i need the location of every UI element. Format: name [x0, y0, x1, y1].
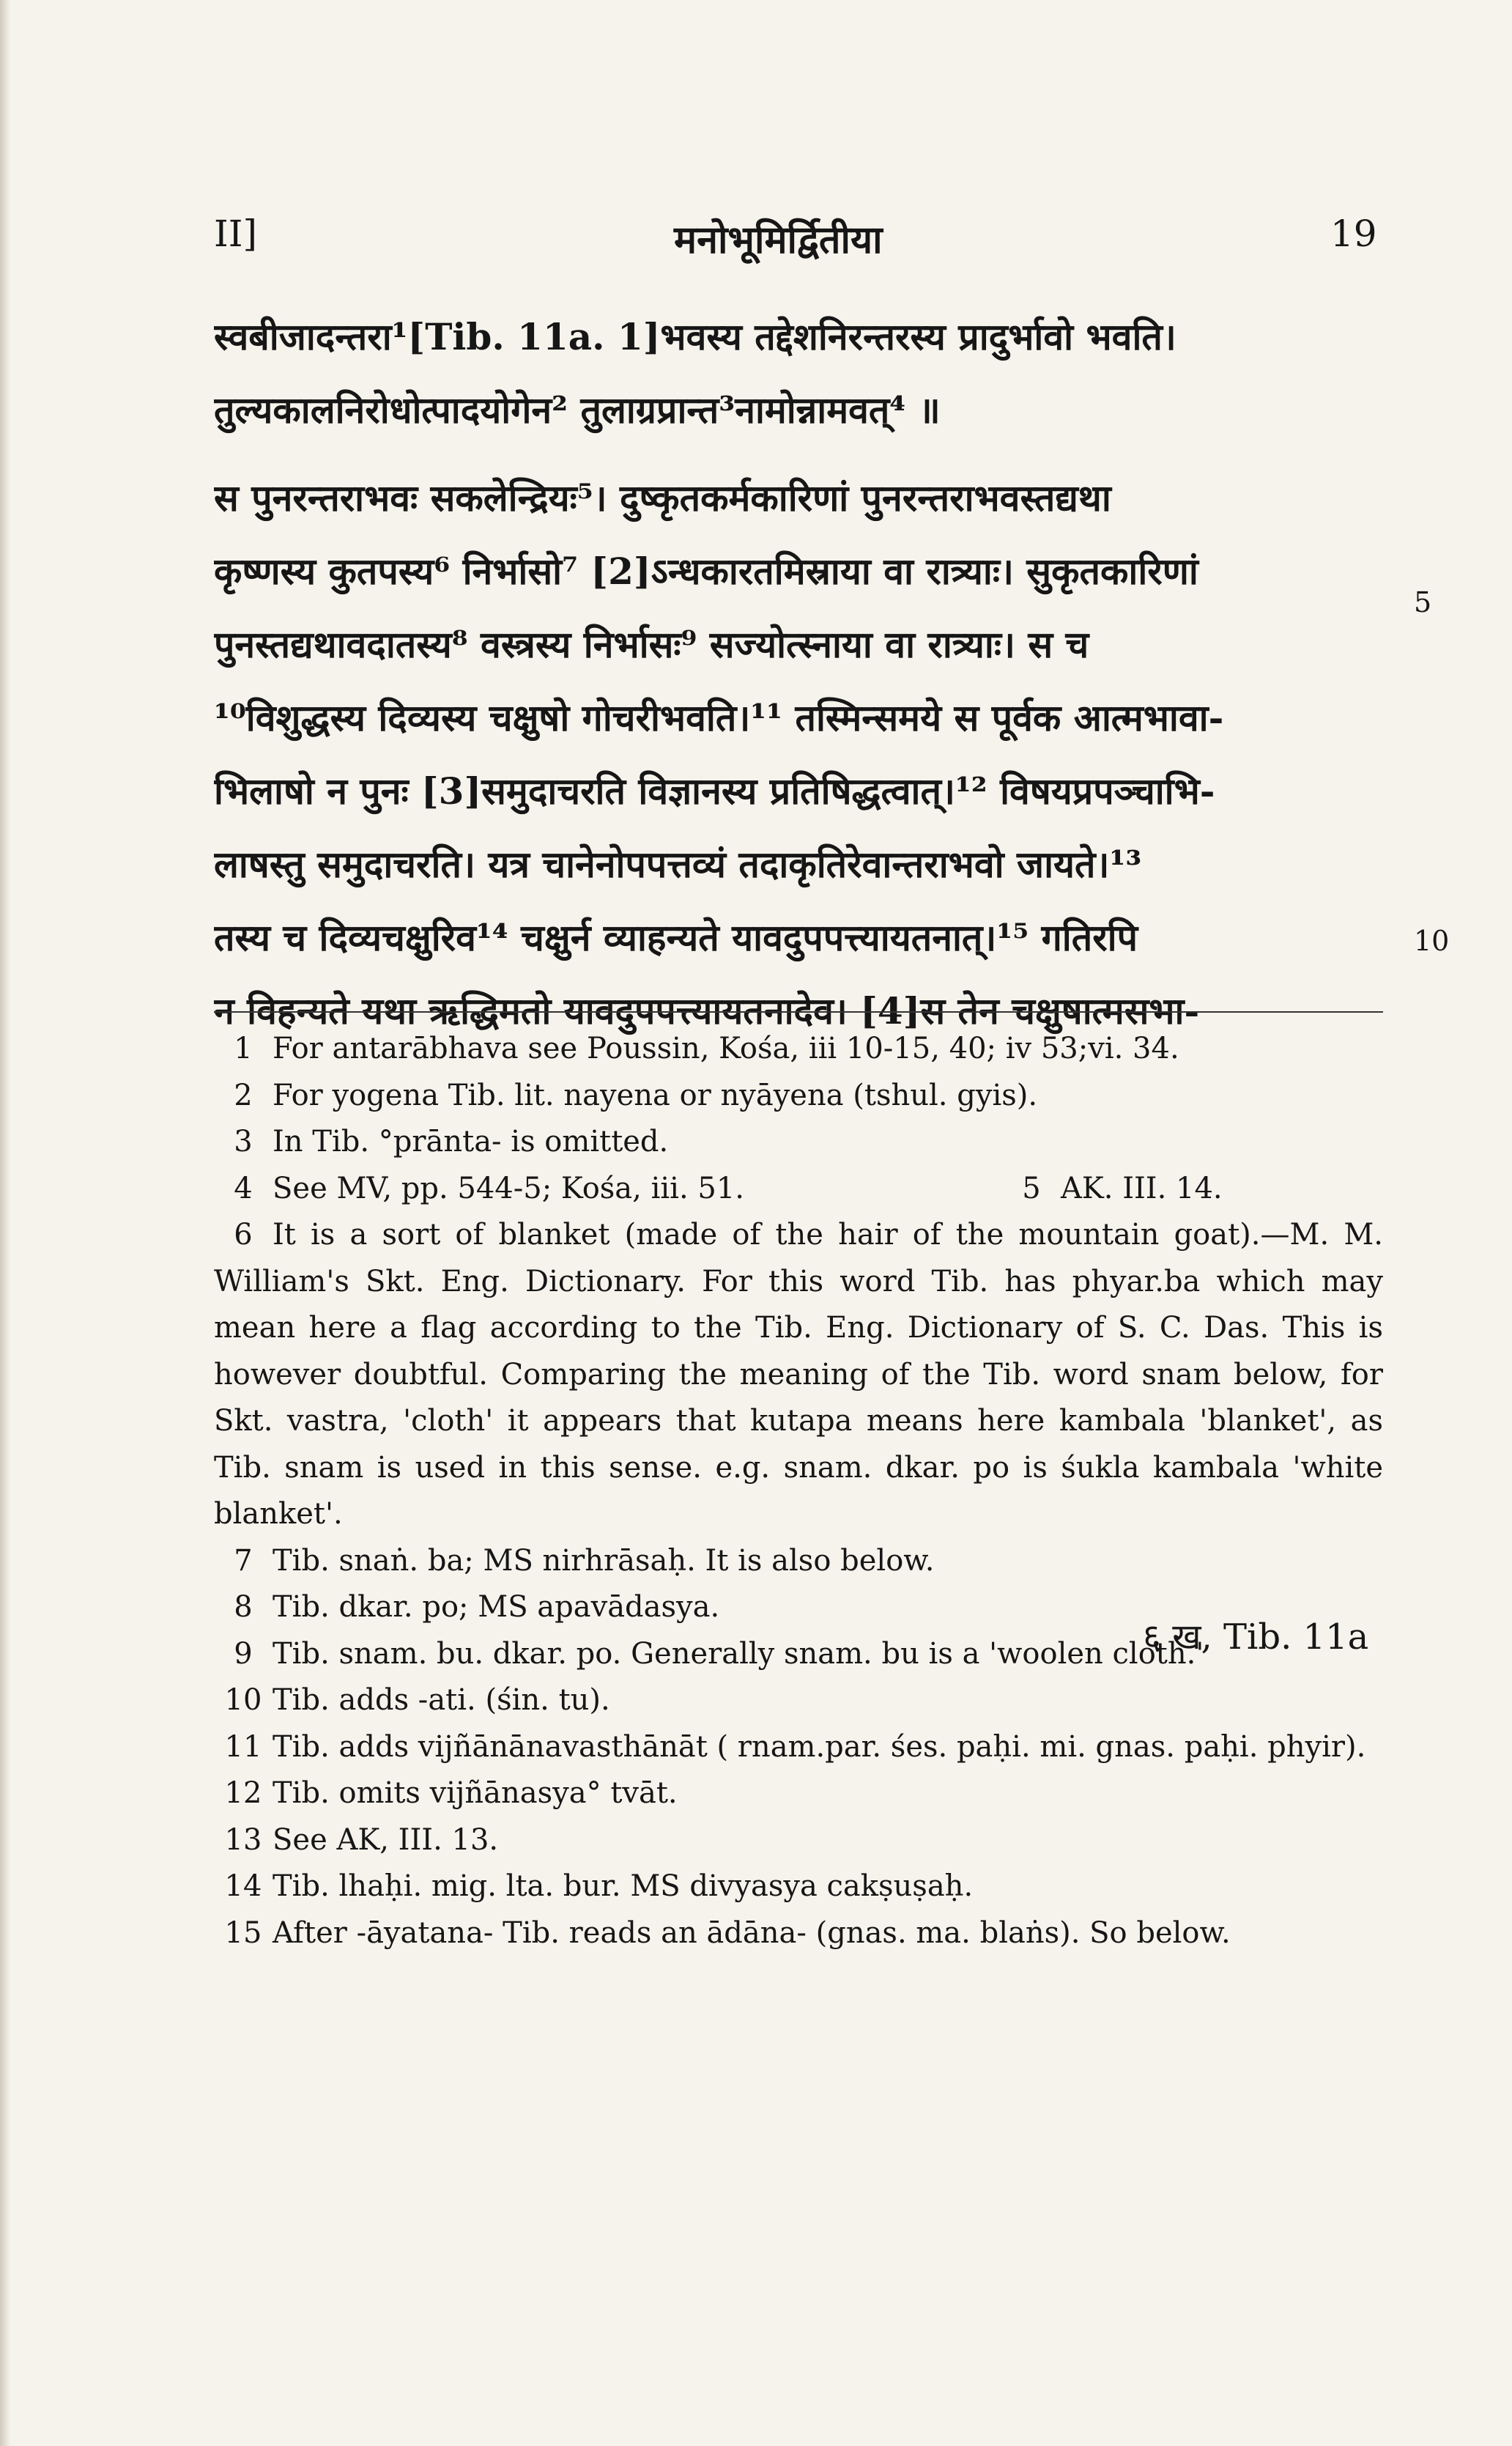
footnote-number: 14	[224, 1869, 262, 1903]
footnote-number: 15	[224, 1915, 262, 1950]
text-line: ¹⁰विशुद्धस्य दिव्यस्य चक्षुषो गोचरीभवति।¹¹ तस्मिन्समये स पूर्वक आत्मभावा-	[214, 696, 1224, 739]
page-edge	[0, 0, 10, 2446]
footnote	[214, 1538, 1383, 1585]
footnote	[214, 1817, 1383, 1864]
footnote	[214, 1863, 1383, 1910]
running-title: मनोभूमिर्द्वितीया	[674, 218, 883, 262]
footnote-text: Tib. lhaḥi. mig. lta. bur. MS divyasya cakṣuṣaḥ.	[273, 1869, 974, 1903]
footnote-text: Tib. snam. bu. dkar. po. Generally snam. bu is a 'woolen cloth.'	[273, 1636, 1204, 1671]
text-line: पुनस्तद्यथावदातस्य⁸ वस्त्रस्य निर्भासः⁹ सज्योत्स्नाया वा रात्र्याः। स च	[214, 623, 1089, 666]
sanskrit-text	[214, 300, 1385, 1048]
footnote-text: See MV, pp. 544-5; Kośa, iii. 51.	[273, 1171, 745, 1205]
footnote	[214, 1073, 1383, 1120]
footnote-pair	[214, 1166, 1383, 1213]
footnote-text: It is a sort of blanket (made of the hair of the mountain goat).—M. M. William's Skt. Eng. Dictionary. For this word Tib. has phyar.ba which may mean here a flag according to the Tib. Eng. Dictionary of S. C. Das. This is however doubtful. Comparing the meaning of the Tib. word snam below, for Skt. vastra, 'cloth' it appears that kutapa means here kambala 'blanket', as Tib. snam is used in this sense. e.g. snam. dkar. po is śukla kambala 'white blanket'.	[214, 1218, 1383, 1531]
footnote-number: 5	[1022, 1171, 1041, 1205]
footnote-text: Tib. adds vijñānānavasthānāt ( rnam.par. śes. paḥi. mi. gnas. paḥi. phyir).	[273, 1729, 1366, 1764]
footnote-number: 4	[234, 1171, 253, 1205]
footnote-number: 6	[234, 1218, 253, 1252]
text-line: स्वबीजादन्तरा¹[Tib. 11a. 1]भवस्य तद्देशनिरन्तरस्य प्रादुर्भावो भवति।	[214, 315, 1176, 358]
footnote-text: After -āyatana- Tib. reads an ādāna- (gnas. ma. blaṅs). So below.	[273, 1915, 1231, 1950]
footnote	[1002, 1166, 1383, 1213]
text-line: तस्य च दिव्यचक्षुरिव¹⁴ चक्षुर्न व्याहन्यते यावदुपपत्त्यायतनात्।¹⁵ गतिरपि	[214, 916, 1138, 959]
footnote-number: 7	[234, 1543, 253, 1578]
footnote	[214, 1677, 1383, 1724]
footnote-number: 1	[234, 1032, 253, 1065]
footnote-text: See AK, III. 13.	[273, 1822, 499, 1857]
footnote-number: 9	[234, 1636, 253, 1671]
line-number: 5	[1414, 586, 1432, 618]
footnote	[214, 1119, 1383, 1166]
chapter-marker: II]	[214, 213, 258, 255]
line-number: 10	[1414, 925, 1450, 957]
footnote	[214, 1026, 1383, 1073]
footnote-number: 11	[224, 1729, 262, 1764]
running-header	[0, 213, 1512, 264]
footnote-number: 8	[234, 1590, 253, 1624]
footnote-divider	[214, 1011, 1383, 1013]
footnote-text: In Tib. °prānta- is omitted.	[273, 1125, 669, 1159]
footnote-text: Tib. adds -ati. (śin. tu).	[273, 1683, 610, 1717]
text-line: कृष्णस्य कुतपस्य⁶ निर्भासो⁷ [2]ऽन्धकारतमिस्राया वा रात्र्याः। सुकृतकारिणां	[214, 550, 1198, 593]
footnote-number: 2	[234, 1078, 253, 1112]
footnote	[214, 1910, 1383, 1957]
footnote	[214, 1212, 1383, 1538]
footnote	[214, 1724, 1383, 1771]
folio-signature: ६ ख, Tib. 11a	[1143, 1616, 1369, 1658]
text-line: लाषस्तु समुदाचरति। यत्र चानेनोपपत्तव्यं तदाकृतिरेवान्तराभवो जायते।¹³	[214, 843, 1142, 886]
footnote	[214, 1770, 1383, 1817]
page-number: 19	[1330, 213, 1377, 255]
footnote-number: 3	[234, 1125, 253, 1159]
footnote	[214, 1166, 1002, 1213]
footnote-number: 12	[224, 1776, 262, 1810]
footnote-text: For antarābhava see Poussin, Kośa, iii 10-15, 40; iv 53;vi. 34.	[273, 1032, 1179, 1065]
text-line: न विहन्यते यथा ऋद्धिमतो यावदुपपत्त्यायतनादेव। [4]स तेन चक्षुषात्मसभा-	[214, 989, 1200, 1032]
footnote-number: 13	[224, 1822, 262, 1857]
footnote-number: 10	[224, 1683, 262, 1717]
footnote-text: AK. III. 14.	[1061, 1171, 1223, 1205]
footnote-text: Tib. omits vijñānasya° tvāt.	[273, 1776, 678, 1810]
text-line: स पुनरन्तराभवः सकलेन्द्रियः⁵। दुष्कृतकर्मकारिणां पुनरन्तराभवस्तद्यथा	[214, 476, 1111, 520]
text-line: भिलाषो न पुनः [3]समुदाचरति विज्ञानस्य प्रतिषिद्धत्वात्।¹² विषयप्रपञ्चाभि-	[214, 769, 1215, 813]
footnotes	[214, 1026, 1383, 1957]
footnote-text: For yogena Tib. lit. nayena or nyāyena (tshul. gyis).	[273, 1078, 1038, 1112]
footnote-text: Tib. dkar. po; MS apavādasya.	[273, 1590, 720, 1624]
footnote-text: Tib. snaṅ. ba; MS nirhrāsaḥ. It is also below.	[273, 1543, 935, 1578]
text-line: तुल्यकालनिरोधोत्पादयोगेन² तुलाग्रप्रान्त³नामोन्नामवत्⁴ ॥	[214, 388, 941, 432]
